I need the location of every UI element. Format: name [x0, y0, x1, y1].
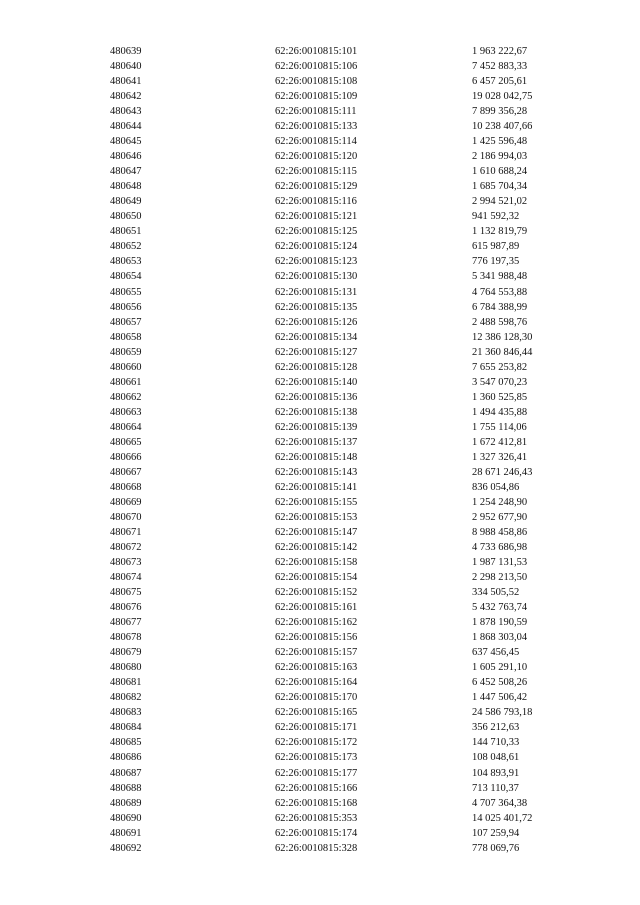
cadastral-number: 62:26:0010815:114 — [275, 136, 357, 148]
table-row — [0, 315, 640, 330]
table-row — [0, 119, 640, 134]
table-row — [0, 841, 640, 856]
table-row — [0, 645, 640, 660]
table-row — [0, 630, 640, 645]
table-row — [0, 585, 640, 600]
row-id: 480668 — [110, 481, 142, 493]
row-id: 480660 — [110, 361, 142, 373]
cost-value: 21 360 846,44 — [472, 346, 533, 358]
cadastral-number: 62:26:0010815:139 — [275, 421, 358, 433]
cadastral-number: 62:26:0010815:174 — [275, 827, 358, 839]
cadastral-number: 62:26:0010815:143 — [275, 466, 358, 478]
table-row — [0, 555, 640, 570]
cadastral-number: 62:26:0010815:164 — [275, 677, 358, 689]
cadastral-number: 62:26:0010815:135 — [275, 301, 358, 313]
table-row — [0, 570, 640, 585]
row-id: 480684 — [110, 722, 142, 734]
table-row — [0, 194, 640, 209]
table-row — [0, 766, 640, 781]
cadastral-number: 62:26:0010815:177 — [275, 767, 358, 779]
cost-value: 2 488 598,76 — [472, 316, 528, 328]
row-id: 480689 — [110, 797, 142, 809]
table-row — [0, 480, 640, 495]
row-id: 480657 — [110, 316, 142, 328]
row-id: 480648 — [110, 181, 142, 193]
row-id: 480670 — [110, 511, 142, 523]
cost-value: 2 994 521,02 — [472, 196, 528, 208]
cost-value: 6 452 508,26 — [472, 677, 528, 689]
cost-value: 1 610 688,24 — [472, 166, 528, 178]
row-id: 480682 — [110, 692, 142, 704]
table-row — [0, 781, 640, 796]
row-id: 480656 — [110, 301, 142, 313]
row-id: 480691 — [110, 827, 142, 839]
cadastral-number: 62:26:0010815:147 — [275, 527, 358, 538]
cost-value: 14 025 401,72 — [472, 812, 533, 824]
table-row — [0, 239, 640, 254]
row-id: 480651 — [110, 226, 142, 238]
cadastral-number: 62:26:0010815:134 — [275, 331, 358, 343]
cadastral-number: 62:26:0010815:152 — [275, 587, 358, 599]
cost-value: 24 586 793,18 — [472, 707, 533, 719]
table-row — [0, 89, 640, 104]
cost-value: 615 987,89 — [472, 241, 520, 253]
cadastral-number: 62:26:0010815:137 — [275, 436, 358, 448]
table-row — [0, 269, 640, 284]
table-row — [0, 735, 640, 750]
cadastral-number: 62:26:0010815:140 — [275, 376, 358, 388]
table-row — [0, 705, 640, 720]
row-id: 480646 — [110, 151, 142, 163]
row-id: 480652 — [110, 241, 142, 253]
cadastral-number: 62:26:0010815:121 — [275, 211, 358, 223]
table-row — [0, 465, 640, 480]
table-row — [0, 435, 640, 450]
cadastral-number: 62:26:0010815:101 — [275, 46, 358, 57]
table-row — [0, 375, 640, 390]
cost-value: 776 197,35 — [472, 256, 520, 268]
cadastral-number: 62:26:0010815:124 — [275, 241, 358, 253]
cost-value: 836 054,86 — [472, 481, 520, 493]
cadastral-number: 62:26:0010815:154 — [275, 572, 358, 584]
cost-value: 4 733 686,98 — [472, 542, 528, 554]
table-row — [0, 796, 640, 811]
row-id: 480642 — [110, 91, 142, 103]
cadastral-number: 62:26:0010815:156 — [275, 632, 358, 644]
cost-value: 1 878 190,59 — [472, 617, 528, 629]
row-id: 480654 — [110, 271, 142, 283]
table-row — [0, 134, 640, 149]
cadastral-number: 62:26:0010815:168 — [275, 797, 358, 809]
table-row — [0, 330, 640, 345]
table-row — [0, 600, 640, 615]
table-row — [0, 149, 640, 164]
table-row — [0, 750, 640, 765]
cost-value: 8 988 458,86 — [472, 527, 528, 538]
table-row — [0, 179, 640, 194]
row-id: 480639 — [110, 46, 142, 57]
row-id: 480683 — [110, 707, 142, 719]
row-id: 480679 — [110, 647, 142, 659]
cadastral-number: 62:26:0010815:170 — [275, 692, 358, 704]
cost-value: 1 672 412,81 — [472, 436, 528, 448]
cadastral-number: 62:26:0010815:353 — [275, 812, 358, 824]
cadastral-number: 62:26:0010815:126 — [275, 316, 358, 328]
cost-value: 1 755 114,06 — [472, 421, 527, 433]
table-row — [0, 525, 640, 540]
cadastral-number: 62:26:0010815:165 — [275, 707, 358, 719]
row-id: 480669 — [110, 496, 142, 508]
cost-value: 19 028 042,75 — [472, 91, 533, 103]
cost-value: 10 238 407,66 — [472, 121, 533, 133]
cost-value: 1 425 596,48 — [472, 136, 528, 148]
table-row — [0, 74, 640, 89]
cadastral-number: 62:26:0010815:163 — [275, 662, 358, 674]
cost-value: 4 707 364,38 — [472, 797, 528, 809]
cost-value: 108 048,61 — [472, 752, 520, 764]
cost-value: 713 110,37 — [472, 782, 519, 794]
cadastral-number: 62:26:0010815:171 — [275, 722, 358, 734]
cost-value: 2 298 213,50 — [472, 572, 528, 584]
row-id: 480675 — [110, 587, 142, 599]
cost-value: 1 447 506,42 — [472, 692, 528, 704]
table-row — [0, 209, 640, 224]
table-row — [0, 300, 640, 315]
table-row — [0, 826, 640, 841]
cost-value: 5 341 988,48 — [472, 271, 528, 283]
cost-value: 6 457 205,61 — [472, 76, 528, 88]
cadastral-number: 62:26:0010815:166 — [275, 782, 358, 794]
cost-value: 1 605 291,10 — [472, 662, 528, 674]
row-id: 480661 — [110, 376, 142, 388]
cost-value: 1 987 131,53 — [472, 557, 528, 569]
cadastral-number: 62:26:0010815:157 — [275, 647, 358, 659]
cadastral-number: 62:26:0010815:106 — [275, 61, 358, 73]
cost-value: 5 432 763,74 — [472, 602, 528, 614]
cadastral-number: 62:26:0010815:142 — [275, 542, 358, 554]
row-id: 480677 — [110, 617, 142, 629]
cost-value: 1 360 525,85 — [472, 391, 528, 403]
row-id: 480672 — [110, 542, 142, 554]
row-id: 480655 — [110, 286, 142, 298]
document-table — [0, 44, 640, 856]
table-row — [0, 660, 640, 675]
cadastral-number: 62:26:0010815:131 — [275, 286, 358, 298]
table-row — [0, 420, 640, 435]
cost-value: 1 868 303,04 — [472, 632, 528, 644]
row-id: 480671 — [110, 527, 142, 538]
row-id: 480665 — [110, 436, 142, 448]
row-id: 480676 — [110, 602, 142, 614]
cost-value: 637 456,45 — [472, 647, 520, 659]
row-id: 480649 — [110, 196, 142, 208]
table-row — [0, 615, 640, 630]
cost-value: 7 452 883,33 — [472, 61, 528, 73]
table-row — [0, 104, 640, 119]
cost-value: 1 685 704,34 — [472, 181, 528, 193]
cost-value: 144 710,33 — [472, 737, 520, 749]
row-id: 480692 — [110, 842, 142, 854]
row-id: 480647 — [110, 166, 142, 178]
cadastral-number: 62:26:0010815:129 — [275, 181, 358, 193]
table-row — [0, 285, 640, 300]
cost-value: 356 212,63 — [472, 722, 520, 734]
cost-value: 104 893,91 — [472, 767, 520, 779]
cadastral-number: 62:26:0010815:136 — [275, 391, 358, 403]
table-row — [0, 405, 640, 420]
cadastral-number: 62:26:0010815:133 — [275, 121, 358, 133]
row-id: 480688 — [110, 782, 142, 794]
row-id: 480663 — [110, 406, 142, 418]
table-row — [0, 44, 640, 59]
row-id: 480643 — [110, 106, 142, 118]
row-id: 480687 — [110, 767, 142, 779]
cadastral-number: 62:26:0010815:162 — [275, 617, 358, 629]
cost-value: 3 547 070,23 — [472, 376, 528, 388]
cadastral-number: 62:26:0010815:123 — [275, 256, 358, 268]
row-id: 480653 — [110, 256, 142, 268]
table-row — [0, 345, 640, 360]
row-id: 480659 — [110, 346, 142, 358]
cadastral-number: 62:26:0010815:116 — [275, 196, 357, 208]
table-row — [0, 690, 640, 705]
table-row — [0, 720, 640, 735]
cadastral-number: 62:26:0010815:130 — [275, 271, 358, 283]
cost-value: 1 327 326,41 — [472, 451, 528, 463]
table-row — [0, 224, 640, 239]
cost-value: 334 505,52 — [472, 587, 520, 599]
table-row — [0, 540, 640, 555]
row-id: 480658 — [110, 331, 142, 343]
row-id: 480690 — [110, 812, 142, 824]
row-id: 480674 — [110, 572, 142, 584]
table-row — [0, 675, 640, 690]
row-id: 480640 — [110, 61, 142, 73]
cost-value: 1 494 435,88 — [472, 406, 528, 418]
cadastral-number: 62:26:0010815:158 — [275, 557, 358, 569]
table-row — [0, 59, 640, 74]
cadastral-number: 62:26:0010815:141 — [275, 481, 358, 493]
cost-value: 1 254 248,90 — [472, 496, 528, 508]
cost-value: 107 259,94 — [472, 827, 520, 839]
table-row — [0, 254, 640, 269]
cadastral-number: 62:26:0010815:128 — [275, 361, 358, 373]
table-row — [0, 360, 640, 375]
row-id: 480673 — [110, 557, 142, 569]
cost-value: 941 592,32 — [472, 211, 520, 223]
row-id: 480641 — [110, 76, 142, 88]
row-id: 480667 — [110, 466, 142, 478]
cadastral-number: 62:26:0010815:148 — [275, 451, 358, 463]
row-id: 480650 — [110, 211, 142, 223]
row-id: 480685 — [110, 737, 142, 749]
cost-value: 7 655 253,82 — [472, 361, 528, 373]
table-row — [0, 510, 640, 525]
row-id: 480678 — [110, 632, 142, 644]
row-id: 480662 — [110, 391, 142, 403]
cost-value: 6 784 388,99 — [472, 301, 528, 313]
row-id: 480686 — [110, 752, 142, 764]
table-row — [0, 811, 640, 826]
cadastral-number: 62:26:0010815:120 — [275, 151, 358, 163]
cadastral-number: 62:26:0010815:115 — [275, 166, 357, 178]
row-id: 480664 — [110, 421, 142, 433]
cost-value: 1 963 222,67 — [472, 46, 528, 57]
cost-value: 1 132 819,79 — [472, 226, 528, 238]
cadastral-number: 62:26:0010815:173 — [275, 752, 358, 764]
table-row — [0, 495, 640, 510]
cadastral-number: 62:26:0010815:138 — [275, 406, 358, 418]
cost-value: 28 671 246,43 — [472, 466, 533, 478]
row-id: 480681 — [110, 677, 142, 689]
cost-value: 778 069,76 — [472, 842, 520, 854]
row-id: 480644 — [110, 121, 142, 133]
cadastral-number: 62:26:0010815:161 — [275, 602, 358, 614]
table-row — [0, 390, 640, 405]
table-row — [0, 164, 640, 179]
cost-value: 4 764 553,88 — [472, 286, 528, 298]
cadastral-number: 62:26:0010815:153 — [275, 511, 358, 523]
cadastral-number: 62:26:0010815:155 — [275, 496, 358, 508]
row-id: 480680 — [110, 662, 142, 674]
cadastral-number: 62:26:0010815:125 — [275, 226, 358, 238]
cadastral-number: 62:26:0010815:109 — [275, 91, 358, 103]
cadastral-number: 62:26:0010815:127 — [275, 346, 358, 358]
table-row — [0, 450, 640, 465]
cadastral-number: 62:26:0010815:108 — [275, 76, 358, 88]
row-id: 480645 — [110, 136, 142, 148]
cadastral-number: 62:26:0010815:328 — [275, 842, 358, 854]
cadastral-number: 62:26:0010815:111 — [275, 106, 357, 118]
cost-value: 2 186 994,03 — [472, 151, 528, 163]
cost-value: 12 386 128,30 — [472, 331, 533, 343]
cost-value: 7 899 356,28 — [472, 106, 528, 118]
cost-value: 2 952 677,90 — [472, 511, 528, 523]
row-id: 480666 — [110, 451, 142, 463]
cadastral-number: 62:26:0010815:172 — [275, 737, 358, 749]
